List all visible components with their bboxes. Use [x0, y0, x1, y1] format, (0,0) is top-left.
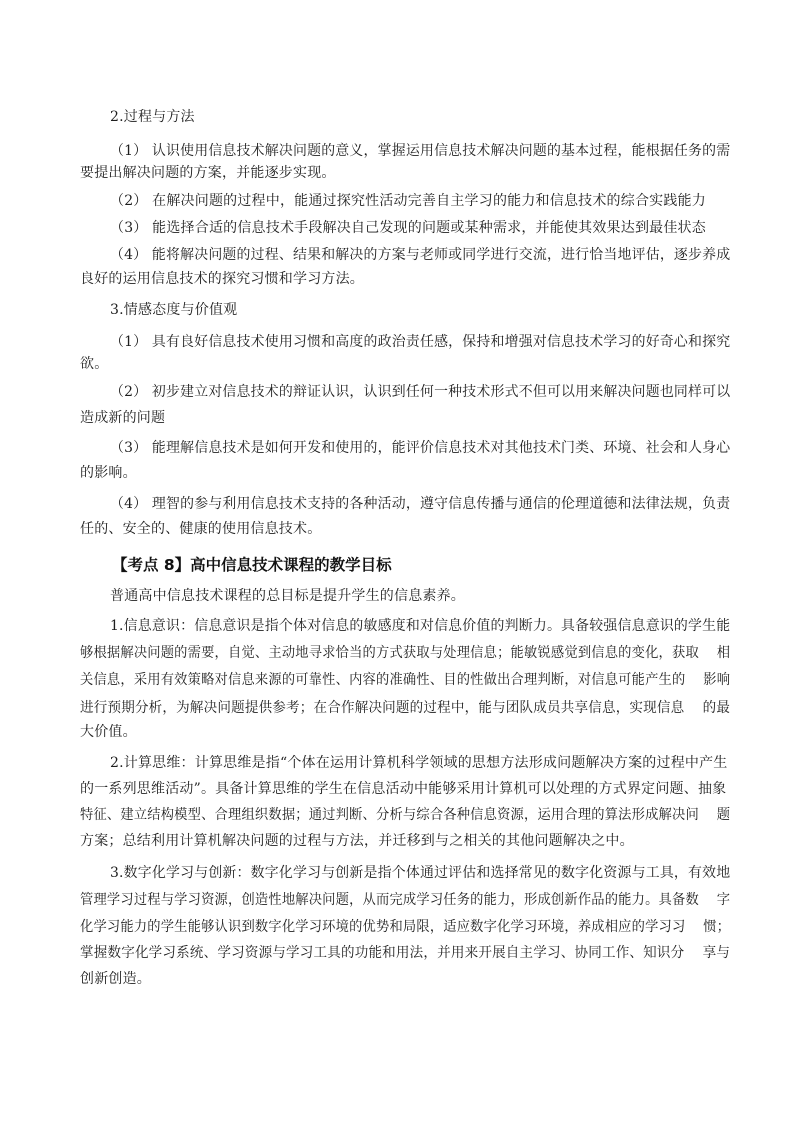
- info-awareness-line-5: 大价值。: [80, 724, 137, 740]
- digital-learning-line-1: 3.数字化学习与创新：数字化学习与创新是指个体通过评估和选择常见的数字化资源与工具，有效地: [110, 865, 731, 881]
- computational-thinking-line-2: 的一系列思维活动”。具备计算思维的学生在信息活动中能够采用计算机可以处理的方式界定问题、抽象: [80, 781, 727, 797]
- process-item-3: （3） 能选择合适的信息技术手段解决自己发现的问题或某种需求，并能使其效果达到最佳状态: [110, 220, 706, 236]
- digital-learning-line-3: 化学习能力的学生能够认识到数字化学习环境的优势和局限，适应数字化学习环境，养成相应的学习习 惯；: [80, 919, 731, 935]
- attitude-item-1-line-2: 欲。: [80, 356, 109, 372]
- info-awareness-line-3: 关信息，采用有效策略对信息来源的可靠性、内容的准确性、目的性做出合理判断，对信息可能产生的 影响: [80, 672, 731, 688]
- digital-learning-line-2: 管理学习过程与学习资源，创造性地解决问题，从而完成学习任务的能力，形成创新作品的能力。具备数 字: [80, 892, 731, 908]
- attitude-item-3-line-2: 的影响。: [80, 465, 137, 481]
- kaodian-8-heading: 【考点 8】高中信息技术课程的教学目标: [112, 556, 392, 574]
- digital-learning-line-5: 创新创造。: [80, 971, 151, 987]
- process-item-1-line-2: 要提出解决问题的方案，并能逐步实现。: [80, 165, 336, 181]
- attitude-item-2-line-1: （2） 初步建立对信息技术的辩证认识，认识到任何一种技术形式不但可以用来解决问题也同样可以: [110, 384, 731, 400]
- process-item-4-line-1: （4） 能将解决问题的过程、结果和解决的方案与老师或同学进行交流，进行恰当地评估，逐步养成: [110, 247, 731, 263]
- overall-goal-intro: 普通高中信息技术课程的总目标是提升学生的信息素养。: [110, 588, 465, 604]
- computational-thinking-line-1: 2.计算思维：计算思维是指“个体在运用计算机科学领域的思想方法形成问题解决方案的过程中产生: [110, 755, 728, 771]
- info-awareness-line-1: 1.信息意识：信息意识是指个体对信息的敏感度和对信息价值的判断力。具备较强信息意识的学生能: [110, 618, 731, 634]
- process-item-2: （2） 在解决问题的过程中，能通过探究性活动完善自主学习的能力和信息技术的综合实践能力: [110, 193, 706, 209]
- computational-thinking-line-3: 特征、建立结构模型、合理组织数据；通过判断、分析与综合各种信息资源，运用合理的算法形成解决问 题: [80, 807, 731, 823]
- process-item-4-line-2: 良好的运用信息技术的探究习惯和学习方法。: [80, 271, 364, 287]
- attitude-item-1-line-1: （1） 具有良好信息技术使用习惯和高度的政治责任感，保持和增强对信息技术学习的好奇心和探究: [110, 334, 731, 350]
- info-awareness-line-2: 够根据解决问题的需要，自觉、主动地寻求恰当的方式获取与处理信息；能敏锐感觉到信息的变化，获取 相: [80, 645, 731, 661]
- attitude-item-3-line-1: （3） 能理解信息技术是如何开发和使用的，能评价信息技术对其他技术门类、环境、社会和人身心: [110, 440, 731, 456]
- digital-learning-line-4: 掌握数字化学习系统、学习资源与学习工具的功能和用法，并用来开展自主学习、协同工作、知识分 享与: [80, 945, 731, 961]
- attitude-item-4-line-1: （4） 理智的参与利用信息技术支持的各种活动，遵守信息传播与通信的伦理道德和法律法规，负责: [110, 496, 731, 512]
- section-title-attitude-values: 3.情感态度与价值观: [110, 302, 238, 318]
- computational-thinking-line-4: 方案；总结利用计算机解决问题的过程与方法，并迁移到与之相关的其他问题解决之中。: [80, 833, 634, 849]
- section-title-process-method: 2.过程与方法: [110, 109, 195, 125]
- attitude-item-2-line-2: 造成新的问题: [80, 410, 166, 426]
- info-awareness-line-4: 进行预期分析，为解决问题提供参考；在合作解决问题的过程中，能与团队成员共享信息，实现信息 的最: [80, 700, 731, 716]
- attitude-item-4-line-2: 任的、安全的、健康的使用信息技术。: [80, 521, 322, 537]
- process-item-1-line-1: （1） 认识使用信息技术解决问题的意义，掌握运用信息技术解决问题的基本过程，能根据任务的需: [110, 143, 731, 159]
